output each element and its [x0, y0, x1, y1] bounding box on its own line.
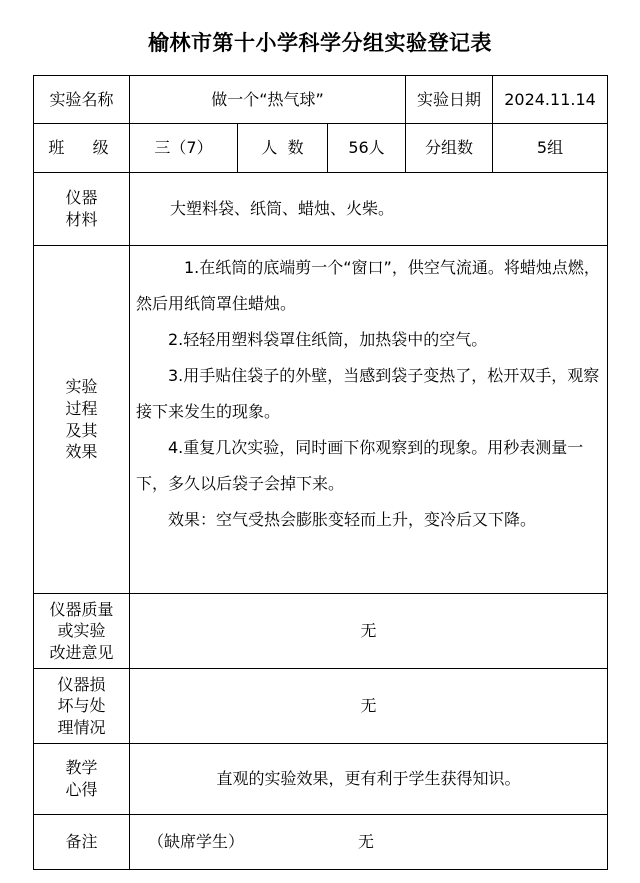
process-label	[34, 246, 130, 594]
table-row-damage	[34, 669, 608, 744]
damage-label	[34, 669, 130, 744]
quality-label	[34, 594, 130, 669]
damage-label-line: 理情况	[57, 717, 106, 737]
process-label-line: 效果	[65, 442, 98, 462]
quality-label-line: 仪器质量	[49, 599, 114, 619]
process-step-3: 3.用手贴住袋子的外壁，当感到袋子变热了，松开双手，观察接下来发生的现象。	[136, 366, 600, 421]
table-row-class	[34, 124, 608, 173]
table-row-materials	[34, 173, 608, 246]
process-label-line: 及其	[65, 420, 98, 440]
quality-label-line: 或实验	[57, 621, 106, 641]
remarks-label: 备注	[34, 815, 130, 870]
table-row-experiment-name	[34, 76, 608, 124]
process-label-line: 实验	[65, 377, 98, 397]
materials-label-line2: 材料	[65, 210, 98, 229]
experiment-name-value: 做一个“热气球”	[130, 76, 406, 124]
process-label-line: 过程	[65, 398, 98, 418]
damage-label-line: 坏与处	[57, 696, 106, 716]
process-content	[130, 246, 608, 594]
quality-label-line: 改进意见	[49, 642, 114, 662]
damage-value: 无	[130, 669, 608, 744]
process-effect: 效果：空气受热会膨胀变轻而上升，变冷后又下降。	[168, 510, 537, 529]
materials-label	[34, 173, 130, 246]
experiment-register-table	[33, 75, 608, 870]
teaching-value: 直观的实验效果，更有利于学生获得知识。	[130, 744, 608, 815]
group-count-label: 分组数	[406, 124, 493, 173]
materials-value: 大塑料袋、纸筒、蜡烛、火柴。	[130, 173, 608, 246]
process-step-4: 4.重复几次实验，同时画下你观察到的现象。用秒表测量一下，多久以后袋子会掉下来。	[136, 438, 584, 493]
class-label: 班 级	[34, 124, 130, 173]
experiment-date-label: 实验日期	[406, 76, 493, 124]
process-step-2: 2.轻轻用塑料袋罩住纸筒，加热袋中的空气。	[168, 330, 488, 349]
teaching-label-line: 心得	[65, 780, 98, 799]
damage-label-line: 仪器损	[57, 674, 106, 694]
table-row-teaching	[34, 744, 608, 815]
student-count-value: 56人	[328, 124, 406, 173]
class-value: 三（7）	[130, 124, 238, 173]
remarks-value: 无	[358, 832, 375, 852]
experiment-name-label: 实验名称	[34, 76, 130, 124]
teaching-label	[34, 744, 130, 815]
student-count-label: 人 数	[238, 124, 328, 173]
table-row-remarks	[34, 815, 608, 870]
process-step-1: 1.在纸筒的底端剪一个“窗口”，供空气流通。将蜡烛点燃，然后用纸筒罩住蜡烛。	[136, 258, 600, 313]
table-row-quality	[34, 594, 608, 669]
remarks-content	[130, 815, 608, 870]
page-title: 榆林市第十小学科学分组实验登记表	[148, 31, 492, 55]
quality-value: 无	[130, 594, 608, 669]
teaching-label-line: 教学	[65, 758, 98, 778]
materials-label-line1: 仪器	[65, 188, 98, 208]
group-count-value: 5组	[493, 124, 608, 173]
table-row-process	[34, 246, 608, 594]
absent-students-label: （缺席学生）	[148, 832, 245, 852]
experiment-date-value: 2024.11.14	[493, 76, 608, 124]
